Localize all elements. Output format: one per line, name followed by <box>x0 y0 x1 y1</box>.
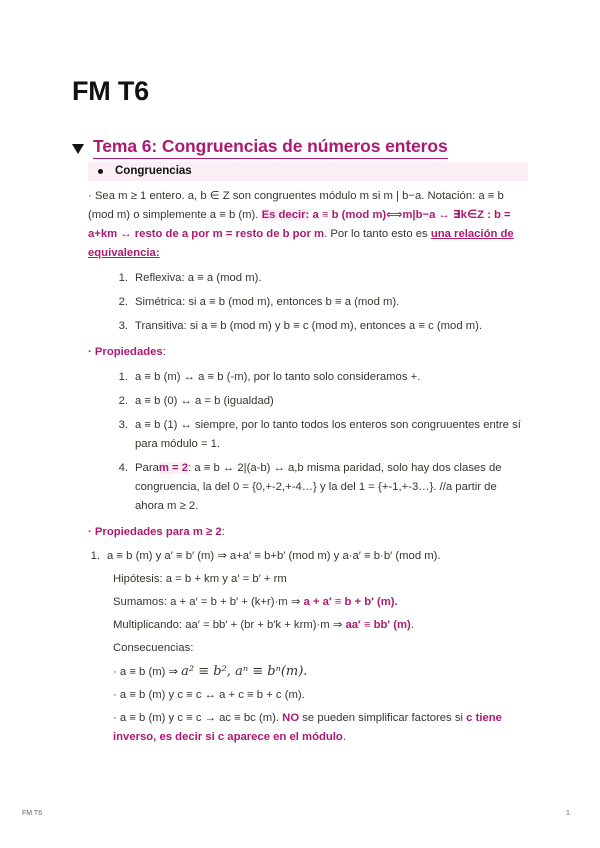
m2-highlight: m = 2 <box>158 462 189 474</box>
congruencias-heading-text: Congruencias <box>115 165 192 177</box>
list-item: 2. a ≡ b (0) ↔ a = b (igualdad) <box>110 392 528 411</box>
c-highlight: c <box>466 712 473 724</box>
consecuencia-1: · a ≡ b (m) ⇒ a² ≡ b², aⁿ ≡ bⁿ(m). <box>113 664 308 679</box>
power-formula: a² ≡ b², aⁿ ≡ bⁿ(m). <box>181 664 308 679</box>
toggle-triangle-icon[interactable] <box>72 144 84 154</box>
congruencias-heading <box>88 162 528 181</box>
list-item-text: a ≡ b (0) ↔ a = b (igualdad) <box>135 395 274 407</box>
inverse-condition: tiene inverso, es decir si c aparece en el módulo <box>113 712 502 743</box>
section-title: Tema 6: Congruencias de números enteros <box>93 136 448 159</box>
propiedades-heading: · Propiedades: <box>88 346 166 358</box>
equivalence-relation-label: una relación de equivalencia: <box>88 228 514 259</box>
footer-title: FM T6 <box>22 810 43 817</box>
page-number: 1 <box>566 810 570 817</box>
propiedades-m2-heading-text: · Propiedades para m ≥ 2 <box>88 526 222 538</box>
list-item-text: Transitiva: si a ≡ b (mod m) y b ≡ c (mod m), entonces a ≡ c (mod m). <box>135 320 483 332</box>
propiedades-heading-text: · Propiedades <box>88 346 163 358</box>
bullet-dot-icon <box>98 169 103 174</box>
sumamos-line: Sumamos: a + a′ = b + b′ + (k+r)·m ⇒ a + a′ ≡ b + b′ (m). <box>113 596 398 608</box>
consecuencia-3: · a ≡ b (m) y c ≡ c → ac ≡ bc (m). NO se pueden simplificar factores si c tiene inverso, es decir si c aparece en el módulo. <box>113 712 502 743</box>
proof-block <box>113 570 528 747</box>
list-item-text: a ≡ b (m) y a′ ≡ b′ (m) ⇒ a+a′ ≡ b+b′ (mod m) y a·a′ ≡ b·b′ (mod m). <box>107 550 441 562</box>
list-item: 3. Transitiva: si a ≡ b (mod m) y b ≡ c (mod m), entonces a ≡ c (mod m). <box>110 317 528 336</box>
no-label: NO <box>282 712 300 724</box>
list-item: 1. a ≡ b (m) ↔ a ≡ b (-m), por lo tanto solo consideramos +. <box>110 368 528 387</box>
es-decir-label: Es decir: <box>261 209 310 221</box>
list-item: 1. a ≡ b (m) y a′ ≡ b′ (m) ⇒ a+a′ ≡ b+b′ (mod m) y a·a′ ≡ b·b′ (mod m). <box>82 547 528 566</box>
list-item-text: Reflexiva: a ≡ a (mod m). <box>135 272 262 284</box>
section-toggle[interactable] <box>72 136 448 159</box>
multiplicando-line: Multiplicando: aa′ = bb′ + (br + b′k + krm)·m ⇒ aa′ ≡ bb′ (m). <box>113 619 414 631</box>
list-item: 4. Param = 2: a ≡ b ↔ 2|(a-b) ↔ a,b misma paridad, solo hay dos clases de congruencia, la del 0 = {0,+-2,+-4…} y la del 1 = {+-1,+-3…}. //a partir de ahora m ≥ 2. <box>110 459 528 516</box>
definition-text: · Sea m ≥ 1 entero. a, b ∈ Z son congruentes módulo m si m | b−a. Notación: a ≡ b (mod m) o simplemente a ≡ b (m). <box>88 190 504 221</box>
list-item: 3. a ≡ b (1) ↔ siempre, por lo tanto todos los enteros son congruuentes entre sí para módulo = 1. <box>110 416 528 454</box>
consecuencia-2: · a ≡ b (m) y c ≡ c ↔ a + c ≡ b + c (m). <box>113 689 305 701</box>
list-item-text: a ≡ b (1) ↔ siempre, por lo tanto todos los enteros son congruuentes entre sí para módulo = 1. <box>135 419 521 450</box>
sumamos-result: a + a′ ≡ b + b′ (m). <box>303 596 398 608</box>
consecuencias-label: Consecuencias: <box>113 642 194 654</box>
list-item-text: a ≡ b (m) ↔ a ≡ b (-m), por lo tanto solo consideramos +. <box>135 371 421 383</box>
definition-tail: . Por lo tanto esto es <box>324 228 428 240</box>
propiedades-m2-heading: · Propiedades para m ≥ 2: <box>88 526 225 538</box>
list-item-text: Simétrica: si a ≡ b (mod m), entonces b ≡ a (mod m). <box>135 296 400 308</box>
page-title: FM T6 <box>72 76 149 106</box>
definition-paragraph <box>88 187 528 263</box>
hipotesis-line: Hipótesis: a = b + km y a′ = b′ + rm <box>113 573 287 585</box>
page-content <box>88 162 528 747</box>
propiedades-list <box>110 368 528 516</box>
equivalence-properties-list <box>110 269 528 336</box>
definition-formula: a ≡ b (mod m)⟺m|b−a ↔ ∃k∈Z : b = a+km ↔ resto de a por m = resto de b por m <box>88 209 511 240</box>
multiplicando-result: aa′ ≡ bb′ (m) <box>345 619 411 631</box>
list-item: 2. Simétrica: si a ≡ b (mod m), entonces b ≡ a (mod m). <box>110 293 528 312</box>
list-item: 1. Reflexiva: a ≡ a (mod m). <box>110 269 528 288</box>
list-item-text: Param = 2: a ≡ b ↔ 2|(a-b) ↔ a,b misma paridad, solo hay dos clases de congruencia, la del 0 = {0,+-2,+-4…} y la del 1 = {+-1,+-3…}. //a partir de ahora m ≥ 2. <box>135 462 502 512</box>
